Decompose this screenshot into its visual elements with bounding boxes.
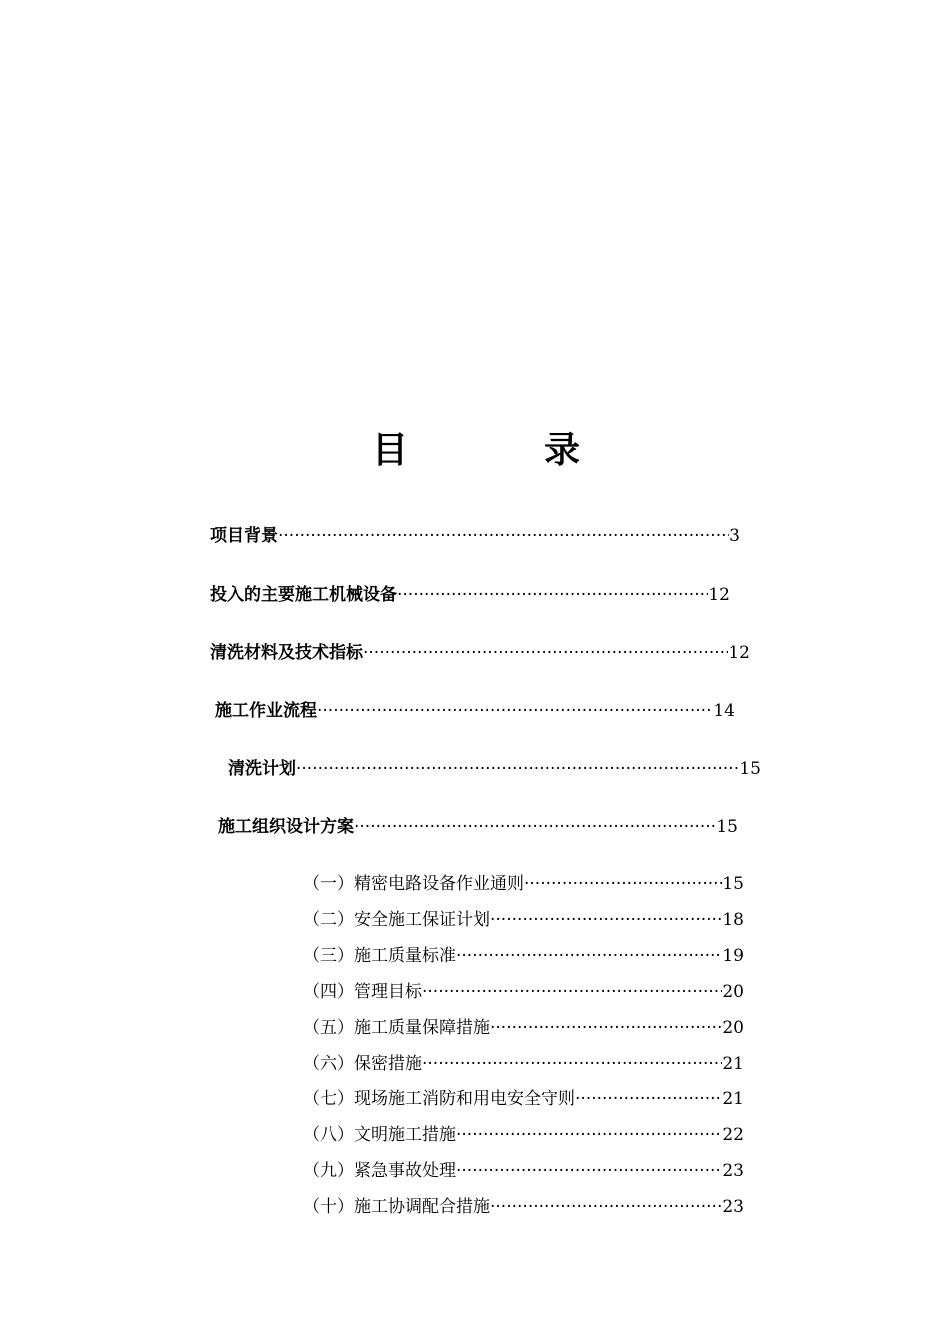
toc-entry-label: 投入的主要施工机械设备 — [210, 585, 397, 605]
toc-leader-dots — [278, 524, 729, 548]
subtoc-entry-label: 施工协调配合措施 — [354, 1197, 490, 1217]
toc-entry[interactable] — [210, 641, 750, 665]
toc-entry[interactable] — [215, 699, 735, 723]
toc-entry-label: 施工作业流程 — [215, 701, 317, 721]
subtoc-entry-number: （六） — [303, 1054, 354, 1074]
subtoc-entry[interactable] — [303, 1087, 744, 1111]
subtoc-entry-page: 19 — [722, 946, 744, 966]
subtoc-entry-label: 精密电路设备作业通则 — [354, 874, 524, 894]
subtoc-entry-label: 管理目标 — [354, 982, 422, 1002]
toc-leader-dots — [296, 757, 739, 781]
toc-leader-dots — [422, 980, 722, 1004]
subtoc-entry-page: 23 — [722, 1197, 744, 1217]
subtoc-entry-page: 20 — [722, 982, 744, 1002]
toc-entry-label: 清洗材料及技术指标 — [210, 643, 363, 663]
toc-entry[interactable] — [218, 815, 738, 839]
subtoc-entry-page: 20 — [722, 1018, 744, 1038]
toc-leader-dots — [363, 641, 728, 665]
subtoc-entry-number: （五） — [303, 1018, 354, 1038]
subtoc-entry[interactable] — [303, 1052, 744, 1076]
toc-entry-page: 12 — [728, 643, 750, 663]
subtoc-entry[interactable] — [303, 944, 744, 968]
subtoc-entry-number: （二） — [303, 910, 354, 930]
subtoc-entry-label: 保密措施 — [354, 1054, 422, 1074]
toc-leader-dots — [397, 583, 708, 607]
toc-leader-dots — [575, 1087, 722, 1111]
toc-leader-dots — [317, 699, 713, 723]
toc-leader-dots — [456, 944, 722, 968]
toc-title — [0, 428, 950, 478]
toc-entry-label: 施工组织设计方案 — [218, 817, 354, 837]
toc-entry-page: 15 — [716, 817, 738, 837]
toc-entry-label: 清洗计划 — [228, 759, 296, 779]
subtoc-entry[interactable] — [303, 908, 744, 932]
subtoc-entry[interactable] — [303, 1195, 744, 1219]
toc-leader-dots — [490, 1195, 722, 1219]
toc-title-char-1: 目 — [372, 430, 409, 471]
subtoc-entry-page: 15 — [722, 874, 744, 894]
subtoc-entry-page: 23 — [722, 1161, 744, 1181]
subtoc-entry-number: （一） — [303, 874, 354, 894]
subtoc-entry-page: 21 — [722, 1054, 744, 1074]
subtoc-entry-number: （九） — [303, 1161, 354, 1181]
subtoc-entry[interactable] — [303, 1123, 744, 1147]
toc-entry-page: 14 — [713, 701, 735, 721]
subtoc-entry-label: 施工质量标准 — [354, 946, 456, 966]
subtoc-entry-page: 22 — [722, 1125, 744, 1145]
subtoc-entry[interactable] — [303, 1016, 744, 1040]
toc-entry-label: 项目背景 — [210, 526, 278, 546]
subtoc-entry[interactable] — [303, 1159, 744, 1183]
subtoc-entry-number: （十） — [303, 1197, 354, 1217]
subtoc-entry-label: 文明施工措施 — [354, 1125, 456, 1145]
subtoc-entry-label: 现场施工消防和用电安全守则 — [354, 1089, 575, 1109]
toc-leader-dots — [354, 815, 716, 839]
toc-leader-dots — [490, 908, 722, 932]
toc-leader-dots — [456, 1159, 722, 1183]
subtoc-entry-label: 紧急事故处理 — [354, 1161, 456, 1181]
toc-entry-page: 15 — [739, 759, 761, 779]
toc-entry[interactable] — [210, 524, 740, 548]
subtoc-entry-label: 安全施工保证计划 — [354, 910, 490, 930]
subtoc-entry-number: （三） — [303, 946, 354, 966]
toc-leader-dots — [422, 1052, 722, 1076]
subtoc-entry-page: 18 — [722, 910, 744, 930]
toc-entry[interactable] — [228, 757, 761, 781]
subtoc-entry[interactable] — [303, 872, 744, 896]
toc-entry[interactable] — [210, 583, 730, 607]
toc-leader-dots — [490, 1016, 722, 1040]
subtoc-entry-label: 施工质量保障措施 — [354, 1018, 490, 1038]
toc-leader-dots — [524, 872, 722, 896]
subtoc-entry-number: （四） — [303, 982, 354, 1002]
toc-entry-page: 3 — [729, 526, 740, 546]
subtoc-entry-page: 21 — [722, 1089, 744, 1109]
subtoc-entry[interactable] — [303, 980, 744, 1004]
toc-leader-dots — [456, 1123, 722, 1147]
subtoc-entry-number: （七） — [303, 1089, 354, 1109]
subtoc-entry-number: （八） — [303, 1125, 354, 1145]
toc-entry-page: 12 — [708, 585, 730, 605]
toc-title-char-2: 录 — [544, 430, 581, 471]
